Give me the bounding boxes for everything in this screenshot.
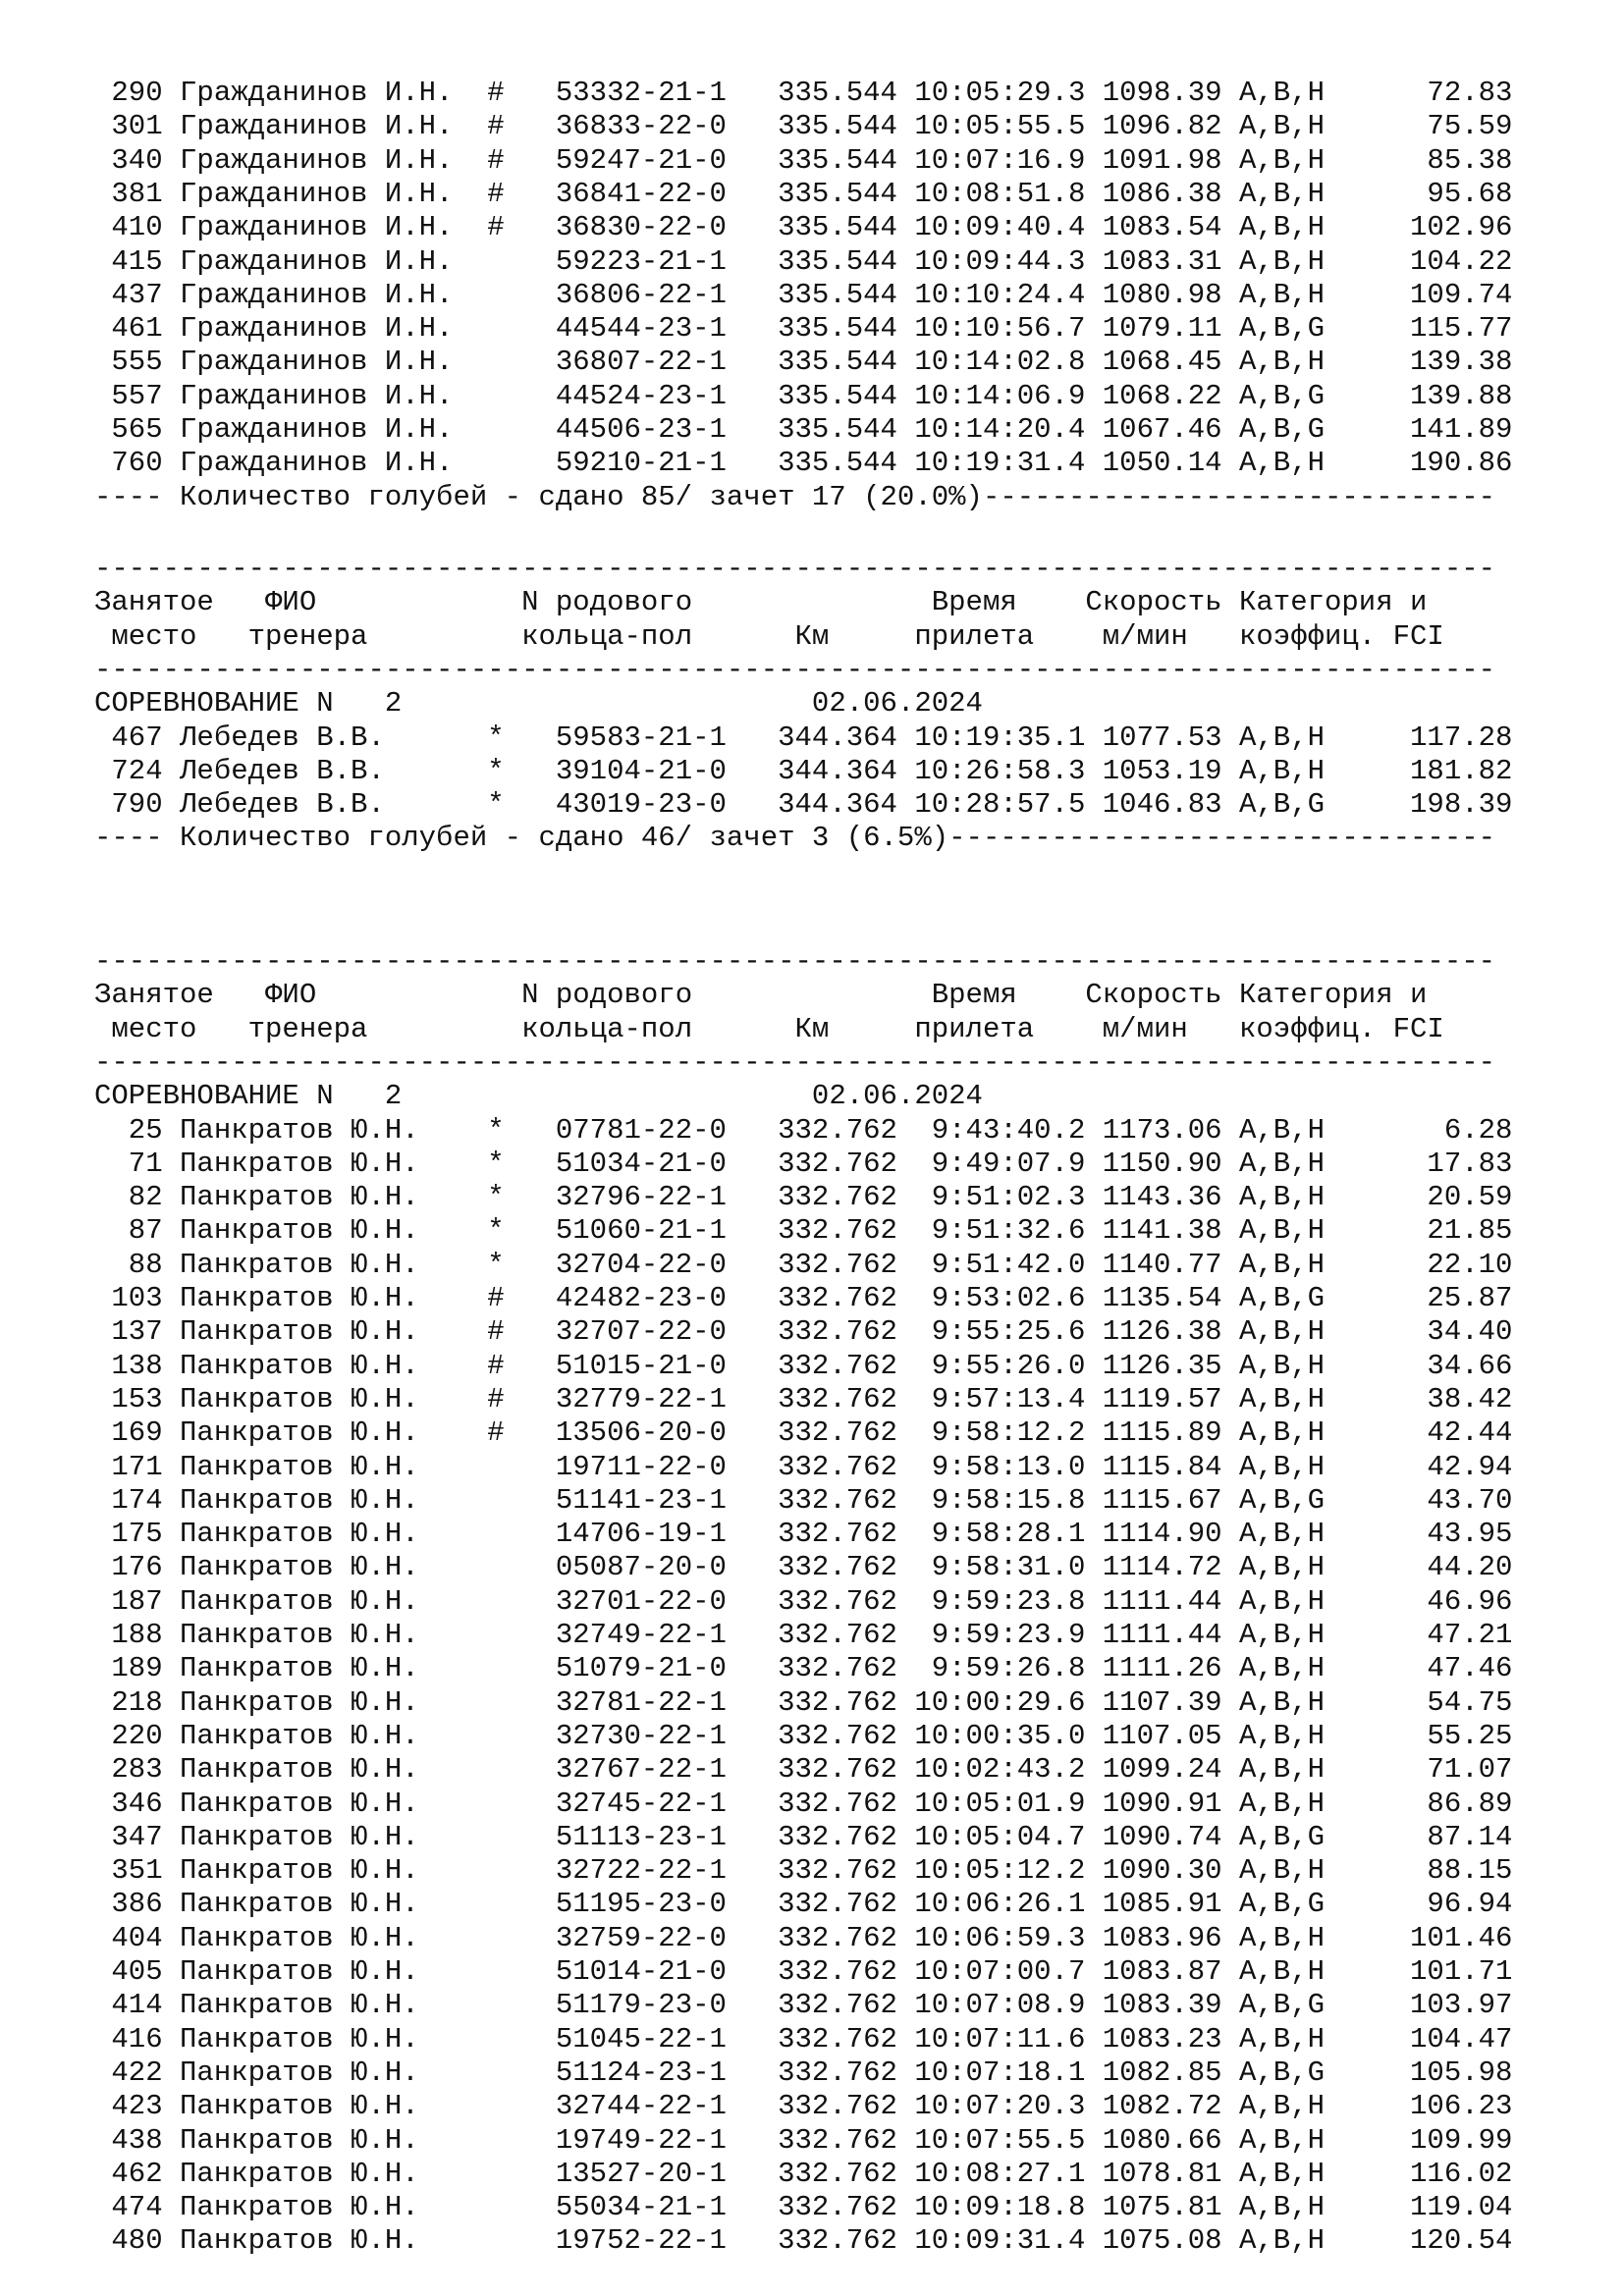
table-row: 410 Гражданинов И.Н. # 36830-22-0 335.544 10:09:40.4 1083.54 A,B,H 102.96 bbox=[94, 211, 1513, 244]
header-label: место bbox=[111, 619, 197, 653]
header-label: м/мин bbox=[1102, 1012, 1188, 1045]
table-row: 438 Панкратов Ю.Н. 19749-22-1 332.762 10:07:55.5 1080.66 A,B,H 109.99 bbox=[94, 2123, 1513, 2157]
table-row: 169 Панкратов Ю.Н. # 13506-20-0 332.762 9:58:12.2 1115.89 A,B,H 42.44 bbox=[94, 1416, 1513, 1450]
table-row: 555 Гражданинов И.Н. 36807-22-1 335.544 10:14:02.8 1068.45 A,B,H 139.38 bbox=[94, 346, 1513, 379]
summary-rule: -------------------------------- bbox=[948, 822, 1496, 855]
header-label: м/мин bbox=[1102, 619, 1188, 653]
header-rule-top: ---------------------------------------------------------------------------------- bbox=[94, 945, 1496, 978]
header-label: Км bbox=[794, 1012, 830, 1045]
competition-date: 02.06.2024 bbox=[811, 687, 983, 721]
header-label: Категория и bbox=[1238, 979, 1428, 1012]
header-rule-bottom: ---------------------------------------------------------------------------------- bbox=[94, 653, 1496, 686]
table-row: 760 Гражданинов И.Н. 59210-21-1 335.544 10:19:31.4 1050.14 A,B,H 190.86 bbox=[94, 447, 1513, 480]
table-row: 82 Панкратов Ю.Н. * 32796-22-1 332.762 9:51:02.3 1143.36 A,B,H 20.59 bbox=[94, 1181, 1513, 1214]
table-row: 25 Панкратов Ю.Н. * 07781-22-0 332.762 9:43:40.2 1173.06 A,B,H 6.28 bbox=[94, 1113, 1513, 1147]
table-row: 557 Гражданинов И.Н. 44524-23-1 335.544 10:14:06.9 1068.22 A,B,G 139.88 bbox=[94, 379, 1513, 412]
header-label: тренера bbox=[247, 1012, 368, 1045]
table-row: 176 Панкратов Ю.Н. 05087-20-0 332.762 9:58:31.0 1114.72 A,B,H 44.20 bbox=[94, 1551, 1513, 1584]
header-label: Время bbox=[931, 979, 1017, 1012]
table-row: 346 Панкратов Ю.Н. 32745-22-1 332.762 10:05:01.9 1090.91 A,B,H 86.89 bbox=[94, 1787, 1513, 1820]
table-row: 565 Гражданинов И.Н. 44506-23-1 335.544 10:14:20.4 1067.46 A,B,G 141.89 bbox=[94, 413, 1513, 446]
header-label: кольца-пол bbox=[521, 619, 693, 653]
header-rule-bottom: ---------------------------------------------------------------------------------- bbox=[94, 1045, 1496, 1079]
header-label: место bbox=[111, 1012, 197, 1045]
table-row: 220 Панкратов Ю.Н. 32730-22-1 332.762 10:00:35.0 1107.05 A,B,H 55.25 bbox=[94, 1719, 1513, 1752]
table-row: 174 Панкратов Ю.Н. 51141-23-1 332.762 9:58:15.8 1115.67 A,B,G 43.70 bbox=[94, 1483, 1513, 1517]
table-row: 301 Гражданинов И.Н. # 36833-22-0 335.544 10:05:55.5 1096.82 A,B,H 75.59 bbox=[94, 110, 1513, 143]
table-row: 462 Панкратов Ю.Н. 13527-20-1 332.762 10:08:27.1 1078.81 A,B,H 116.02 bbox=[94, 2157, 1513, 2190]
header-label: Км bbox=[794, 619, 830, 653]
table-row: 347 Панкратов Ю.Н. 51113-23-1 332.762 10:05:04.7 1090.74 A,B,G 87.14 bbox=[94, 1820, 1513, 1853]
table-row: 416 Панкратов Ю.Н. 51045-22-1 332.762 10:07:11.6 1083.23 A,B,H 104.47 bbox=[94, 2022, 1513, 2056]
table-row: 480 Панкратов Ю.Н. 19752-22-1 332.762 10:09:31.4 1075.08 A,B,H 120.54 bbox=[94, 2224, 1513, 2258]
table-row: 351 Панкратов Ю.Н. 32722-22-1 332.762 10:05:12.2 1090.30 A,B,H 88.15 bbox=[94, 1854, 1513, 1888]
header-label: прилета bbox=[914, 1012, 1035, 1045]
table-row: 386 Панкратов Ю.Н. 51195-23-0 332.762 10:06:26.1 1085.91 A,B,G 96.94 bbox=[94, 1888, 1513, 1921]
table-row: 405 Панкратов Ю.Н. 51014-21-0 332.762 10:07:00.7 1083.87 A,B,H 101.71 bbox=[94, 1955, 1513, 1988]
table-row: 467 Лебедев В.В. * 59583-21-1 344.364 10:19:35.1 1077.53 A,B,H 117.28 bbox=[94, 721, 1513, 754]
table-row: 103 Панкратов Ю.Н. # 42482-23-0 332.762 9:53:02.6 1135.54 A,B,G 25.87 bbox=[94, 1282, 1513, 1314]
table-row: 724 Лебедев В.В. * 39104-21-0 344.364 10:26:58.3 1053.19 A,B,H 181.82 bbox=[94, 754, 1513, 787]
table-row: 153 Панкратов Ю.Н. # 32779-22-1 332.762 9:57:13.4 1119.57 A,B,H 38.42 bbox=[94, 1382, 1513, 1415]
table-row: 415 Гражданинов И.Н. 59223-21-1 335.544 10:09:44.3 1083.31 A,B,H 104.22 bbox=[94, 244, 1513, 278]
header-label: Скорость bbox=[1085, 586, 1222, 619]
table-row: 423 Панкратов Ю.Н. 32744-22-1 332.762 10:07:20.3 1082.72 A,B,H 106.23 bbox=[94, 2090, 1513, 2123]
header-label: Занятое bbox=[94, 586, 214, 619]
header-label: коэффиц. FCI bbox=[1238, 1012, 1444, 1045]
header-label: Занятое bbox=[94, 979, 214, 1012]
header-label: коэффиц. FCI bbox=[1238, 619, 1444, 653]
header-label: ФИО bbox=[265, 586, 317, 619]
header-label: Категория и bbox=[1238, 586, 1428, 619]
summary-text: Количество голубей - сдано 46/ зачет 3 (6.5%) bbox=[180, 822, 949, 855]
header-label: ФИО bbox=[265, 979, 317, 1012]
competition-title: СОРЕВНОВАНИЕ N 2 bbox=[94, 1080, 403, 1113]
header-label: кольца-пол bbox=[521, 1012, 693, 1045]
table-row: 381 Гражданинов И.Н. # 36841-22-0 335.544 10:08:51.8 1086.38 A,B,H 95.68 bbox=[94, 177, 1513, 210]
table-row: 175 Панкратов Ю.Н. 14706-19-1 332.762 9:58:28.1 1114.90 A,B,H 43.95 bbox=[94, 1518, 1513, 1551]
table-row: 138 Панкратов Ю.Н. # 51015-21-0 332.762 9:55:26.0 1126.35 A,B,H 34.66 bbox=[94, 1349, 1513, 1382]
header-rule-top: ---------------------------------------------------------------------------------- bbox=[94, 553, 1496, 585]
table-row: 422 Панкратов Ю.Н. 51124-23-1 332.762 10:07:18.1 1082.85 A,B,G 105.98 bbox=[94, 2056, 1513, 2089]
header-label: прилета bbox=[914, 619, 1035, 653]
table-row: 218 Панкратов Ю.Н. 32781-22-1 332.762 10:00:29.6 1107.39 A,B,H 54.75 bbox=[94, 1685, 1513, 1719]
table-row: 461 Гражданинов И.Н. 44544-23-1 335.544 10:10:56.7 1079.11 A,B,G 115.77 bbox=[94, 312, 1513, 346]
table-row: 189 Панкратов Ю.Н. 51079-21-0 332.762 9:59:26.8 1111.26 A,B,H 47.46 bbox=[94, 1652, 1513, 1685]
table-row: 71 Панкратов Ю.Н. * 51034-21-0 332.762 9:49:07.9 1150.90 A,B,H 17.83 bbox=[94, 1147, 1513, 1180]
table-row: 790 Лебедев В.В. * 43019-23-0 344.364 10:28:57.5 1046.83 A,B,G 198.39 bbox=[94, 788, 1513, 822]
summary-prefix: ---- bbox=[94, 480, 163, 513]
table-row: 340 Гражданинов И.Н. # 59247-21-0 335.544 10:07:16.9 1091.98 A,B,H 85.38 bbox=[94, 143, 1513, 177]
table-row: 414 Панкратов Ю.Н. 51179-23-0 332.762 10:07:08.9 1083.39 A,B,G 103.97 bbox=[94, 1989, 1513, 2022]
summary-prefix: ---- bbox=[94, 822, 163, 855]
table-row: 171 Панкратов Ю.Н. 19711-22-0 332.762 9:58:13.0 1115.84 A,B,H 42.94 bbox=[94, 1450, 1513, 1483]
table-row: 404 Панкратов Ю.Н. 32759-22-0 332.762 10:06:59.3 1083.96 A,B,H 101.46 bbox=[94, 1921, 1513, 1954]
table-row: 437 Гражданинов И.Н. 36806-22-1 335.544 10:10:24.4 1080.98 A,B,H 109.74 bbox=[94, 278, 1513, 311]
table-row: 87 Панкратов Ю.Н. * 51060-21-1 332.762 9:51:32.6 1141.38 A,B,H 21.85 bbox=[94, 1214, 1513, 1248]
competition-title: СОРЕВНОВАНИЕ N 2 bbox=[94, 687, 403, 721]
summary-text: Количество голубей - сдано 85/ зачет 17 (20.0%) bbox=[180, 480, 983, 513]
table-row: 290 Гражданинов И.Н. # 53332-21-1 335.544 10:05:29.3 1098.39 A,B,H 72.83 bbox=[94, 77, 1513, 109]
table-row: 474 Панкратов Ю.Н. 55034-21-1 332.762 10:09:18.8 1075.81 A,B,H 119.04 bbox=[94, 2191, 1513, 2224]
header-label: N родового bbox=[521, 979, 693, 1012]
table-row: 283 Панкратов Ю.Н. 32767-22-1 332.762 10:02:43.2 1099.24 A,B,H 71.07 bbox=[94, 1753, 1513, 1787]
header-label: Время bbox=[931, 586, 1017, 619]
header-label: N родового bbox=[521, 586, 693, 619]
header-label: Скорость bbox=[1085, 979, 1222, 1012]
competition-date: 02.06.2024 bbox=[811, 1080, 983, 1113]
table-row: 88 Панкратов Ю.Н. * 32704-22-0 332.762 9:51:42.0 1140.77 A,B,H 22.10 bbox=[94, 1248, 1513, 1281]
header-label: тренера bbox=[247, 619, 368, 653]
summary-rule: ------------------------------ bbox=[982, 480, 1496, 513]
table-row: 188 Панкратов Ю.Н. 32749-22-1 332.762 9:59:23.9 1111.44 A,B,H 47.21 bbox=[94, 1619, 1513, 1651]
table-row: 137 Панкратов Ю.Н. # 32707-22-0 332.762 9:55:25.6 1126.38 A,B,H 34.40 bbox=[94, 1315, 1513, 1349]
table-row: 187 Панкратов Ю.Н. 32701-22-0 332.762 9:59:23.8 1111.44 A,B,H 46.96 bbox=[94, 1584, 1513, 1618]
